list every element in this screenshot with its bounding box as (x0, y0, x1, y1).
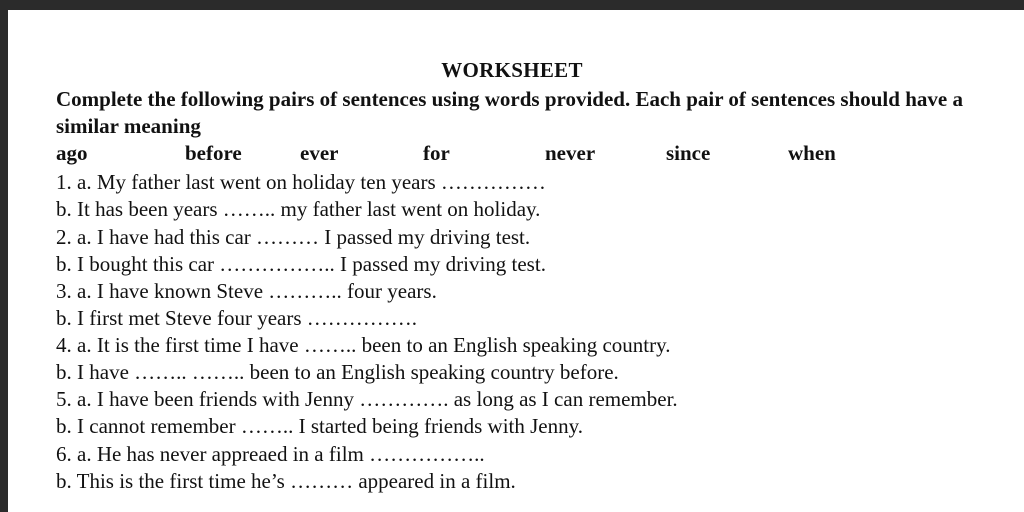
word-ago: ago (56, 141, 88, 165)
word-since: since (666, 141, 711, 165)
sentence-6a: 6. a. He has never appreaed in a film …………….. (56, 442, 485, 466)
sentence-2a: 2. a. I have had this car ……… I passed my driving test. (56, 225, 531, 249)
sentence-4a: 4. a. It is the first time I have …….. been to an English speaking country. (56, 333, 671, 357)
sentence-1a: 1. a. My father last went on holiday ten years …………… (56, 170, 546, 194)
word-when: when (788, 141, 836, 165)
sentence-6b: b. This is the first time he’s ……… appeared in a film. (56, 469, 516, 493)
sentence-3a: 3. a. I have known Steve ……….. four years. (56, 279, 437, 303)
word-never: never (545, 141, 596, 165)
sentence-5b: b. I cannot remember …….. I started being friends with Jenny. (56, 414, 583, 438)
sentence-1b: b. It has been years …….. my father last went on holiday. (56, 197, 541, 221)
word-ever: ever (300, 141, 339, 165)
word-before: before (185, 141, 242, 165)
sentence-2b: b. I bought this car …………….. I passed my driving test. (56, 252, 546, 276)
sentence-5a: 5. a. I have been friends with Jenny …………. as long as I can remember. (56, 387, 678, 411)
sentence-3b: b. I first met Steve four years ……………. (56, 306, 418, 330)
worksheet-title: WORKSHEET (441, 58, 583, 82)
instructions: Complete the following pairs of sentences using words provided. Each pair of sentences should have a similar meaning (56, 87, 963, 138)
sentence-4b: b. I have …….. …….. been to an English speaking country before. (56, 360, 619, 384)
word-for: for (423, 141, 450, 165)
